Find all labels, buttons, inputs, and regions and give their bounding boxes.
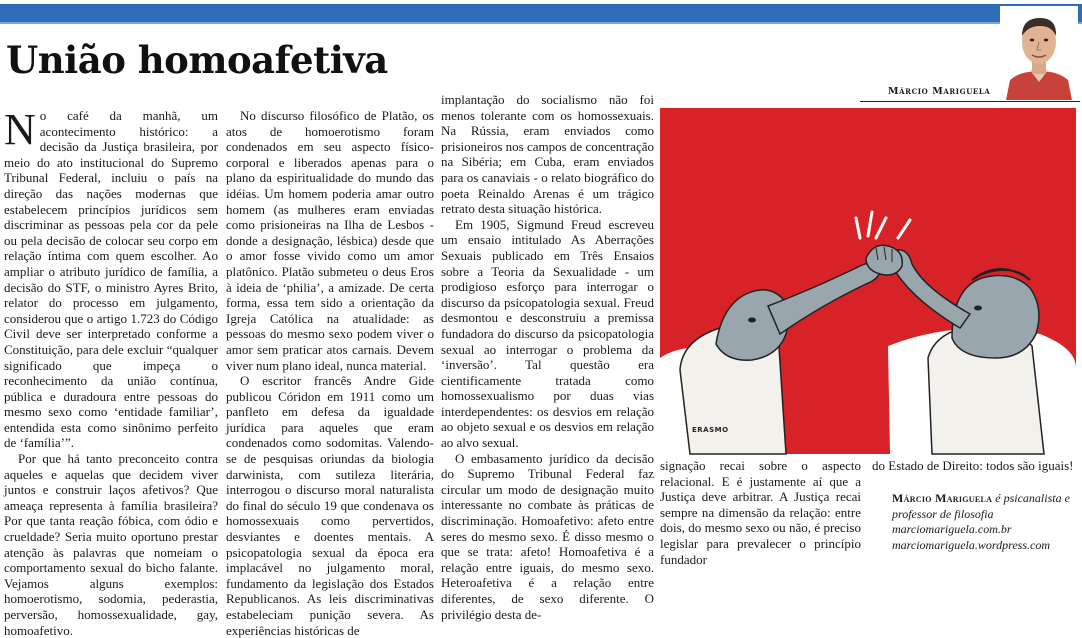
- drop-cap: N: [4, 105, 36, 154]
- paragraph: No discurso filosófico de Platão, os atos de homoerotismo foram condenados em seu aspecto físico-corporal e liberados apenas para o plano da espiritualidade do mundo das idéias. Um homem poderia amar outro homem (as mulheres eram enviadas como prisioneiras na Ilha de Lesbos - donde a designação, lésbica) desde que o amor fosse vivido como um amor platônico. Platão submeteu o deus Eros à ideia de ‘philia’, a amizade. De certa forma, essa tem sido a orientação da Igreja Católica na atualidade: as pessoas do mesmo sexo podem viver o amor sem praticar atos carnais. Devem viver num plano ideal, nunca material.: [226, 108, 434, 373]
- top-color-bar-rule: [0, 22, 1082, 24]
- author-bio: [892, 491, 1078, 553]
- website-link-1[interactable]: marciomariguela.com.br: [892, 522, 1012, 536]
- cartoon-illustration: [660, 108, 1076, 454]
- bio-author-name: Márcio Mariguela: [892, 491, 993, 505]
- paragraph: O embasamento jurídico da decisão do Supremo Tribunal Federal faz circular um modo de designação muito interessante no combate às práticas de discriminação. Homoafetivo: afeto entre seres do mesmo sexo. É disso mesmo o que se trata: afeto! Homoafetiva é a relação entre iguais, do mesmo sexo. Heteroafetiva é a relação entre diferentes, de sexo diferente. O privilégio desta de-: [441, 450, 654, 622]
- paragraph: signação recai sobre o aspecto relacional. E é justamente aí que a Justiça deve arbitrar. A Justiça recai sempre na dimensão da relação: entre dois, do mesmo sexo ou não, é preciso legislar para prevalecer o princípio fundador: [660, 458, 861, 567]
- byline-rule: [860, 101, 1080, 102]
- top-color-bar: [0, 4, 1082, 22]
- article-column-3: [441, 92, 654, 622]
- paragraph: Em 1905, Sigmund Freud escreveu um ensaio intitulado As Aberrações Sexuais publicado em Três Ensaios sobre a Teoria da Sexualidade - um prodigioso esforço para interrogar o discurso da psicopatologia sexual. Freud desmontou e desconstruiu a premissa fundadora do discurso da psicopatologia sexual ao interrogar o problema da ‘inversão’. Tal questão era cientificamente tratada como homossexualismo por duas vias interdependentes: os desvios em relação ao objeto sexual e os desvios em relação ao alvo sexual.: [441, 216, 654, 451]
- article-column-2: [226, 108, 434, 638]
- paragraph: Por que há tanto preconceito contra aqueles e aquelas que decidem viver juntos e construir laços afetivos? Que ameaça representa à família brasileira? Por que tanta reação fóbica, com ódio e crueldade? Seria muito oportuno prestar atenção às palavras que nomeiam o comportamento sexual do bicho falante. Vejamos alguns exemplos: homoerotismo, sodomia, pederastia, perversão, homossexualidade, gay, homoafetivo.: [4, 451, 218, 638]
- bio-description: é psicanalista e professor de filosofia: [892, 491, 1070, 521]
- cartoon-signature: ERASMO: [692, 426, 729, 434]
- paragraph-text: o café da manhã, um acontecimento histórico: a decisão da Justiça brasileira, por meio do ato institucional do Supremo Tribunal Federal, incluiu o país na direção das nações modernas que estabelecem princípios jurídicos sem discriminar as pessoas pela cor da pele ou pela decisão de colocar seu corpo em relação íntima com quem escolher. Ao ampliar o atributo jurídico de família, a decisão do STF, o ministro Ayres Brito, relator do processo em julgamento, considerou que o artigo 1.723 do Código Civil deve ser interpretado conforme a Constituição, para dele excluir “qualquer significado que impeça o reconhecimento da união contínua, pública e duradoura entre pessoas do mesmo sexo como ‘entidade familiar’, entendida esta como sinônimo perfeito de ‘família’”.: [4, 108, 218, 451]
- author-byline: Márcio Mariguela: [888, 86, 991, 97]
- byline-row: [860, 86, 1078, 100]
- paragraph: [4, 105, 218, 451]
- closing-line: do Estado de Direito: todos são iguais!: [872, 458, 1074, 473]
- article-column-4: [660, 458, 861, 567]
- article-column-1: [4, 105, 218, 638]
- article-headline: União homoafetiva: [6, 38, 388, 82]
- website-link-2[interactable]: marciomariguela.wordpress.com: [892, 537, 1050, 552]
- paragraph: implantação do socialismo não foi menos tolerante com os homossexuais. Na Rússia, eram enviados como prisioneiros nos campos de concentração na Sibéria; em Cuba, eram enviados para os canaviais - o relato biográfico do poeta Reinaldo Arenas é um trágico retrato desta situação histórica.: [441, 92, 654, 217]
- paragraph: O escritor francês Andre Gide publicou Córidon em 1911 como um panfleto em defesa da igualdade jurídica para aqueles que eram condenados como sodomitas. Valendo-se de pesquisas oriundas da biologia darwinista, com sutileza literária, interrogou o discurso moral naturalista do final do século 19 que condenava os homossexuais como pervertidos, desviantes e doentes mentais. A psicopatologia sexual da época era implacável no julgamento moral, fundamento da legislação dos Estados Republicanos. As leis discriminativas estabeleciam punição severa. As experiências históricas de: [226, 373, 434, 638]
